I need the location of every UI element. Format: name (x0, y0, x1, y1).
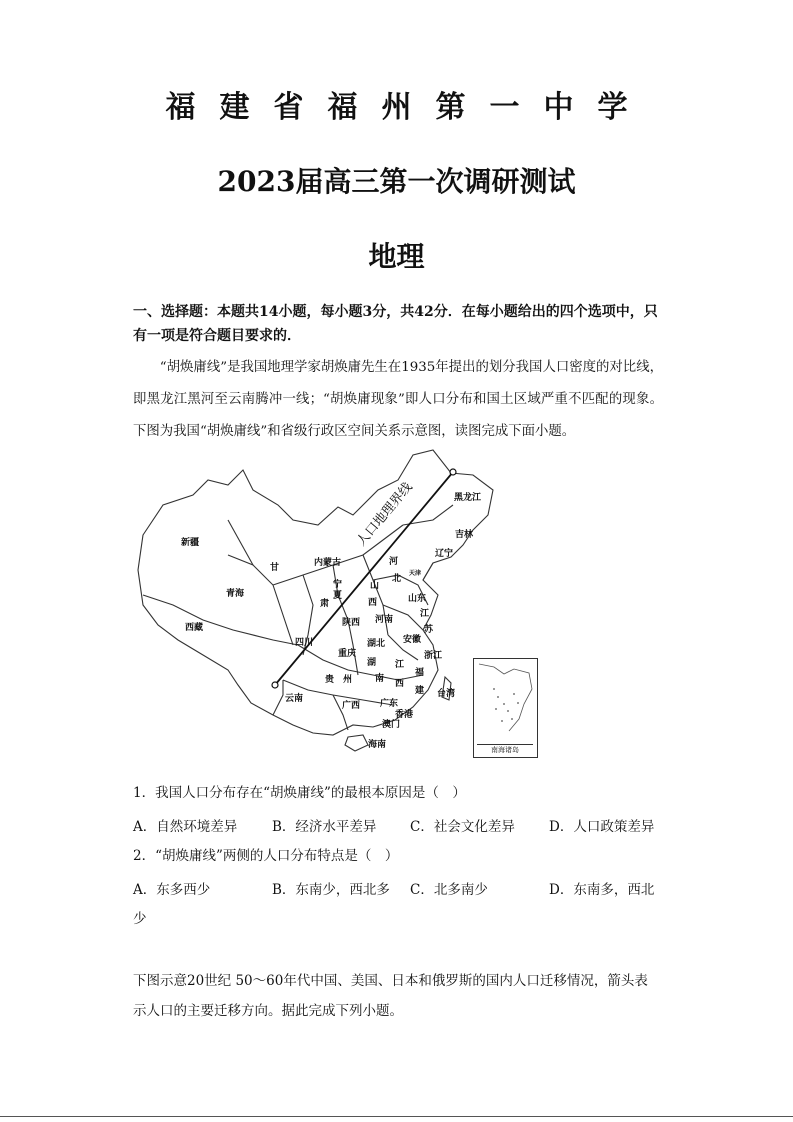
label-xi1: 西 (368, 598, 378, 608)
label-guangxi: 广西 (342, 701, 361, 711)
question-2-option-d: D．东南多，西北 (549, 882, 655, 898)
label-ning: 宁 (333, 580, 343, 590)
section-heading-line1: 一、选择题：本题共14小题，每小题3分，共42分．在每小题给出的四个选项中，只 (133, 304, 658, 320)
label-hainan: 海南 (368, 740, 387, 750)
label-zhou: 州 (343, 675, 353, 685)
question-1-option-a: A．自然环境差异 (133, 819, 238, 835)
section-heading-line2: 有一项是符合题目要求的． (133, 328, 301, 344)
label-zhejiang: 浙江 (424, 651, 443, 661)
label-xi2: 西 (395, 679, 405, 689)
label-anhui: 安徽 (403, 635, 422, 645)
question-2-option-c: C．北多南少 (410, 882, 488, 898)
label-heilongjiang: 黑龙江 (454, 493, 482, 503)
label-xinjiang: 新疆 (181, 538, 200, 548)
label-aomen: 澳门 (382, 720, 401, 730)
label-hu2: 湖 (367, 658, 377, 668)
hu-line-label: 人口地理界线 (354, 479, 416, 550)
label-chongqing: 重庆 (338, 649, 357, 659)
label-sichuan: 四川 (295, 638, 314, 648)
section2-line2: 示人口的主要迁移方向。据此完成下列小题。 (133, 1003, 403, 1019)
school-name: 福建省福州第一中学 (165, 90, 652, 125)
label-taiwan: 台湾 (437, 689, 456, 699)
section-heading (133, 300, 663, 348)
label-jilin: 吉林 (455, 530, 474, 540)
tengchong-point (272, 682, 278, 688)
question-1-stem: 1．我国人口分布存在“胡焕庸线”的最根本原因是（ ） (133, 785, 466, 801)
label-nan: 南 (375, 674, 385, 684)
label-henan: 河南 (375, 615, 394, 625)
page-bottom-rule (0, 1116, 793, 1117)
label-jiang1: 江 (420, 609, 430, 619)
label-su1: 苏 (424, 625, 434, 635)
exam-title: 2023届高三第一次调研测试 (217, 165, 576, 198)
heihe-point (450, 469, 456, 475)
label-shan1: 山 (370, 581, 380, 591)
question-2-option-d-wrap: 少 (133, 911, 147, 927)
label-bei: 北 (392, 574, 402, 584)
label-xizang: 西藏 (185, 623, 204, 633)
label-jian: 建 (415, 686, 425, 696)
question-1-option-c: C．社会文化差异 (410, 819, 515, 835)
label-jiang2: 江 (395, 660, 405, 670)
label-he: 河 (389, 557, 399, 567)
hainan-island (345, 735, 368, 751)
label-qinghai: 青海 (226, 589, 245, 599)
inset-label: 南海诸岛 (477, 744, 533, 755)
reading-passage: “胡焕庸线”是我国地理学家胡焕庸先生在1935年提出的划分我国人口密度的对比线，即黑龙江黑河至云南腾冲一线；“胡焕庸现象”即人口分布和国土区域严重不匹配的现象。下图为我国“胡焕庸线”和省级行政区空间关系示意图，读图完成下面小题。 (133, 360, 663, 439)
label-guangdong: 广东 (380, 699, 399, 709)
label-gan: 甘 (270, 563, 280, 573)
question-2-option-a: A．东多西少 (133, 882, 211, 898)
label-su: 肃 (320, 599, 330, 609)
subject-title: 地理 (368, 240, 425, 273)
south-china-sea-inset (473, 658, 538, 758)
label-yunnan: 云南 (285, 694, 304, 704)
question-2-option-b: B．东南少，西北多 (272, 882, 390, 898)
question-1-option-b: B．经济水平差异 (272, 819, 377, 835)
inset-outline (474, 659, 537, 744)
label-gui: 贵 (325, 675, 335, 685)
section2-line1: 下图示意20世纪 50～60年代中国、美国、日本和俄罗斯的国内人口迁移情况，箭头表 (133, 973, 648, 989)
question-1-option-d: D．人口政策差异 (549, 819, 655, 835)
label-shandong: 山东 (408, 594, 427, 604)
label-xia: 夏 (333, 591, 343, 601)
label-fu: 福 (415, 668, 425, 678)
label-xianggang: 香港 (395, 710, 414, 720)
label-neimenggu: 内蒙古 (314, 558, 342, 568)
question-2-stem: 2．“胡焕庸线”两侧的人口分布特点是（ ） (133, 848, 399, 864)
label-tianjin: 天津 (409, 570, 422, 577)
label-hubei: 湖北 (367, 639, 386, 649)
label-shaanxi: 陕西 (342, 618, 361, 628)
label-liaoning: 辽宁 (435, 549, 454, 559)
